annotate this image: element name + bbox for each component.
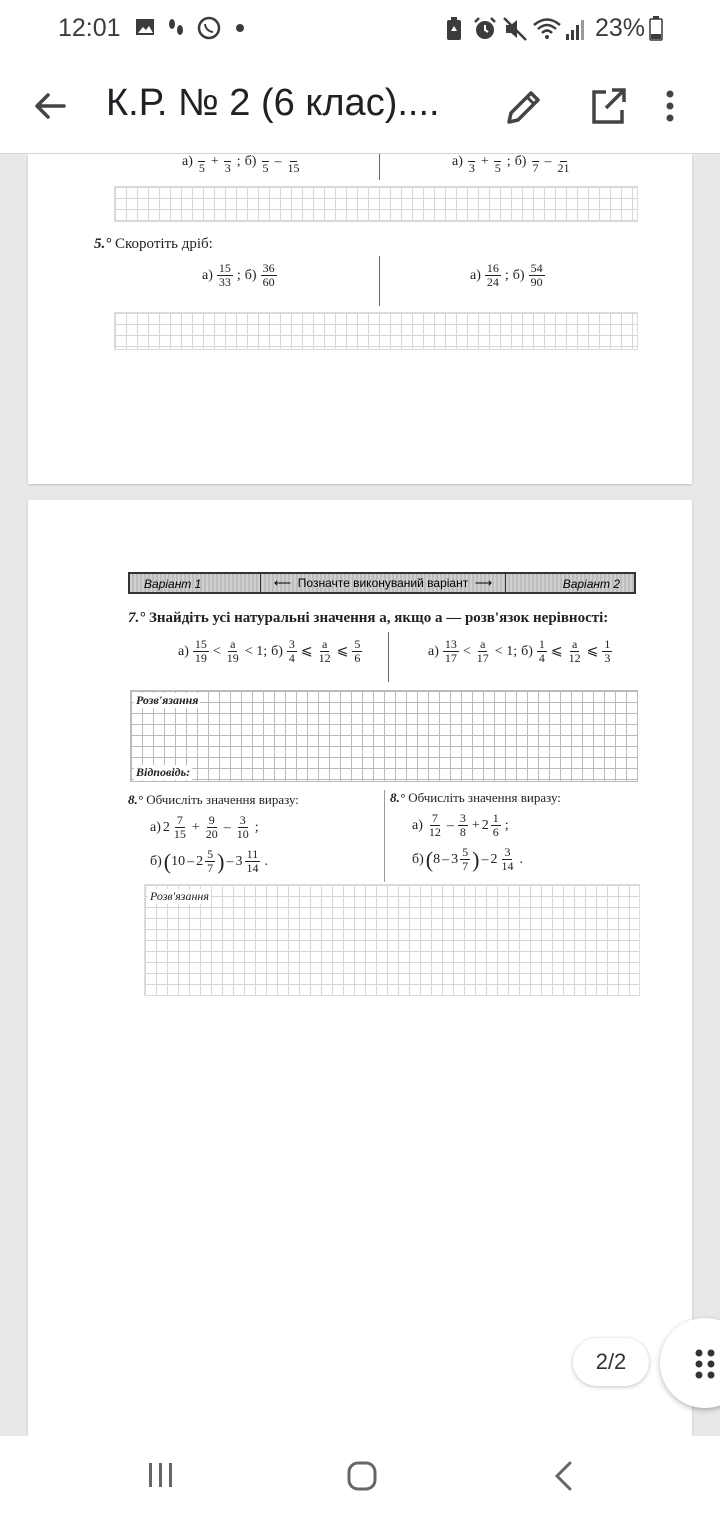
image-icon <box>134 16 156 38</box>
prev-task-left: а) 5 + 3 ; б) 5 – 15 <box>180 154 303 175</box>
battery-icon <box>648 16 664 42</box>
open-external-icon[interactable] <box>588 84 628 128</box>
task-8-solution-grid: Розв'язання <box>144 884 640 996</box>
signal-icon <box>564 16 586 42</box>
task-8-left-a: а) 2 $\frac{7}{15}$ + $\frac{9}{20}$ – $\frac{3}{10}$ ; <box>150 813 259 841</box>
navigation-bar <box>0 1436 720 1520</box>
task-7-right: а) $\frac{13}{17}$ < $\frac{a}{17}$ < 1; б) $\frac{1}{4}$ ⩽ $\frac{a}{12}$ ⩽ $\frac{1}{3}$ <box>428 637 611 665</box>
answer-grid <box>114 312 638 350</box>
task-7-left: а) $\frac{15}{19}$ < $\frac{a}{19}$ < 1; б) $\frac{3}{4}$ ⩽ $\frac{a}{12}$ ⩽ $\frac{5}{6}$ <box>178 637 361 665</box>
task-8-right-a: а) $\frac{7}{12}$ – $\frac{3}{8}$ + 2 $\frac{1}{6}$ ; <box>412 811 509 839</box>
task-8-right-b: б) ( 8 – 3 $\frac{5}{7}$ ) – 2 $\frac{3}{14}$ . <box>412 845 523 873</box>
edit-pencil-icon[interactable] <box>503 84 543 128</box>
mute-icon <box>502 16 528 42</box>
task-5-left: а) $\frac{15}{33}$ ; б) $\frac{36}{60}$ <box>202 261 275 289</box>
variant-bar: Варіант 1 ⟵ Позначте виконуваний варіант ⟶ Варіант 2 <box>128 572 636 594</box>
more-vert-icon[interactable] <box>660 84 680 128</box>
app-bar <box>0 58 720 154</box>
task-8-left-title: 8.° Обчисліть значення виразу: <box>128 792 299 807</box>
battery-saver-icon <box>444 16 464 42</box>
task-8-right-title: 8.° Обчисліть значення виразу: <box>390 790 561 805</box>
alarm-icon <box>472 16 498 42</box>
task-5-title: 5.° Скоротіть дріб: <box>94 236 213 252</box>
document-page-2[interactable] <box>28 500 692 1436</box>
status-bar <box>0 0 720 58</box>
recent-apps-icon[interactable] <box>146 1460 176 1490</box>
status-time: 12:01 <box>58 14 121 42</box>
page-indicator: 2/2 <box>573 1338 649 1386</box>
task-7-title: 7.° Знайдіть усі натуральні значення a, якщо a — розв'язок нерівності: <box>128 610 609 626</box>
home-icon[interactable] <box>346 1460 378 1492</box>
task-8-left-b: б) ( 10 – 2 $\frac{5}{7}$ ) – 3 $\frac{11}{14}$ . <box>150 847 268 875</box>
document-title: К.Р. № 2 (6 клас).... <box>106 82 440 124</box>
task-5-right: а) $\frac{16}{24}$ ; б) $\frac{54}{90}$ <box>470 261 543 289</box>
prev-task-right: а) 3 + 5 ; б) 7 – 21 <box>450 154 573 175</box>
back-arrow-icon[interactable] <box>30 86 70 126</box>
dot-icon <box>234 22 246 34</box>
grid-dots-icon <box>694 1348 718 1380</box>
footsteps-icon <box>164 16 188 40</box>
viber-icon <box>196 16 222 42</box>
battery-percent: 23% <box>595 14 646 42</box>
wifi-icon <box>532 16 562 42</box>
back-icon[interactable] <box>552 1460 574 1492</box>
answer-grid <box>114 186 638 222</box>
document-page-1[interactable] <box>28 154 692 484</box>
task-7-solution-grid: Розв'язання Відповідь: <box>130 690 638 782</box>
